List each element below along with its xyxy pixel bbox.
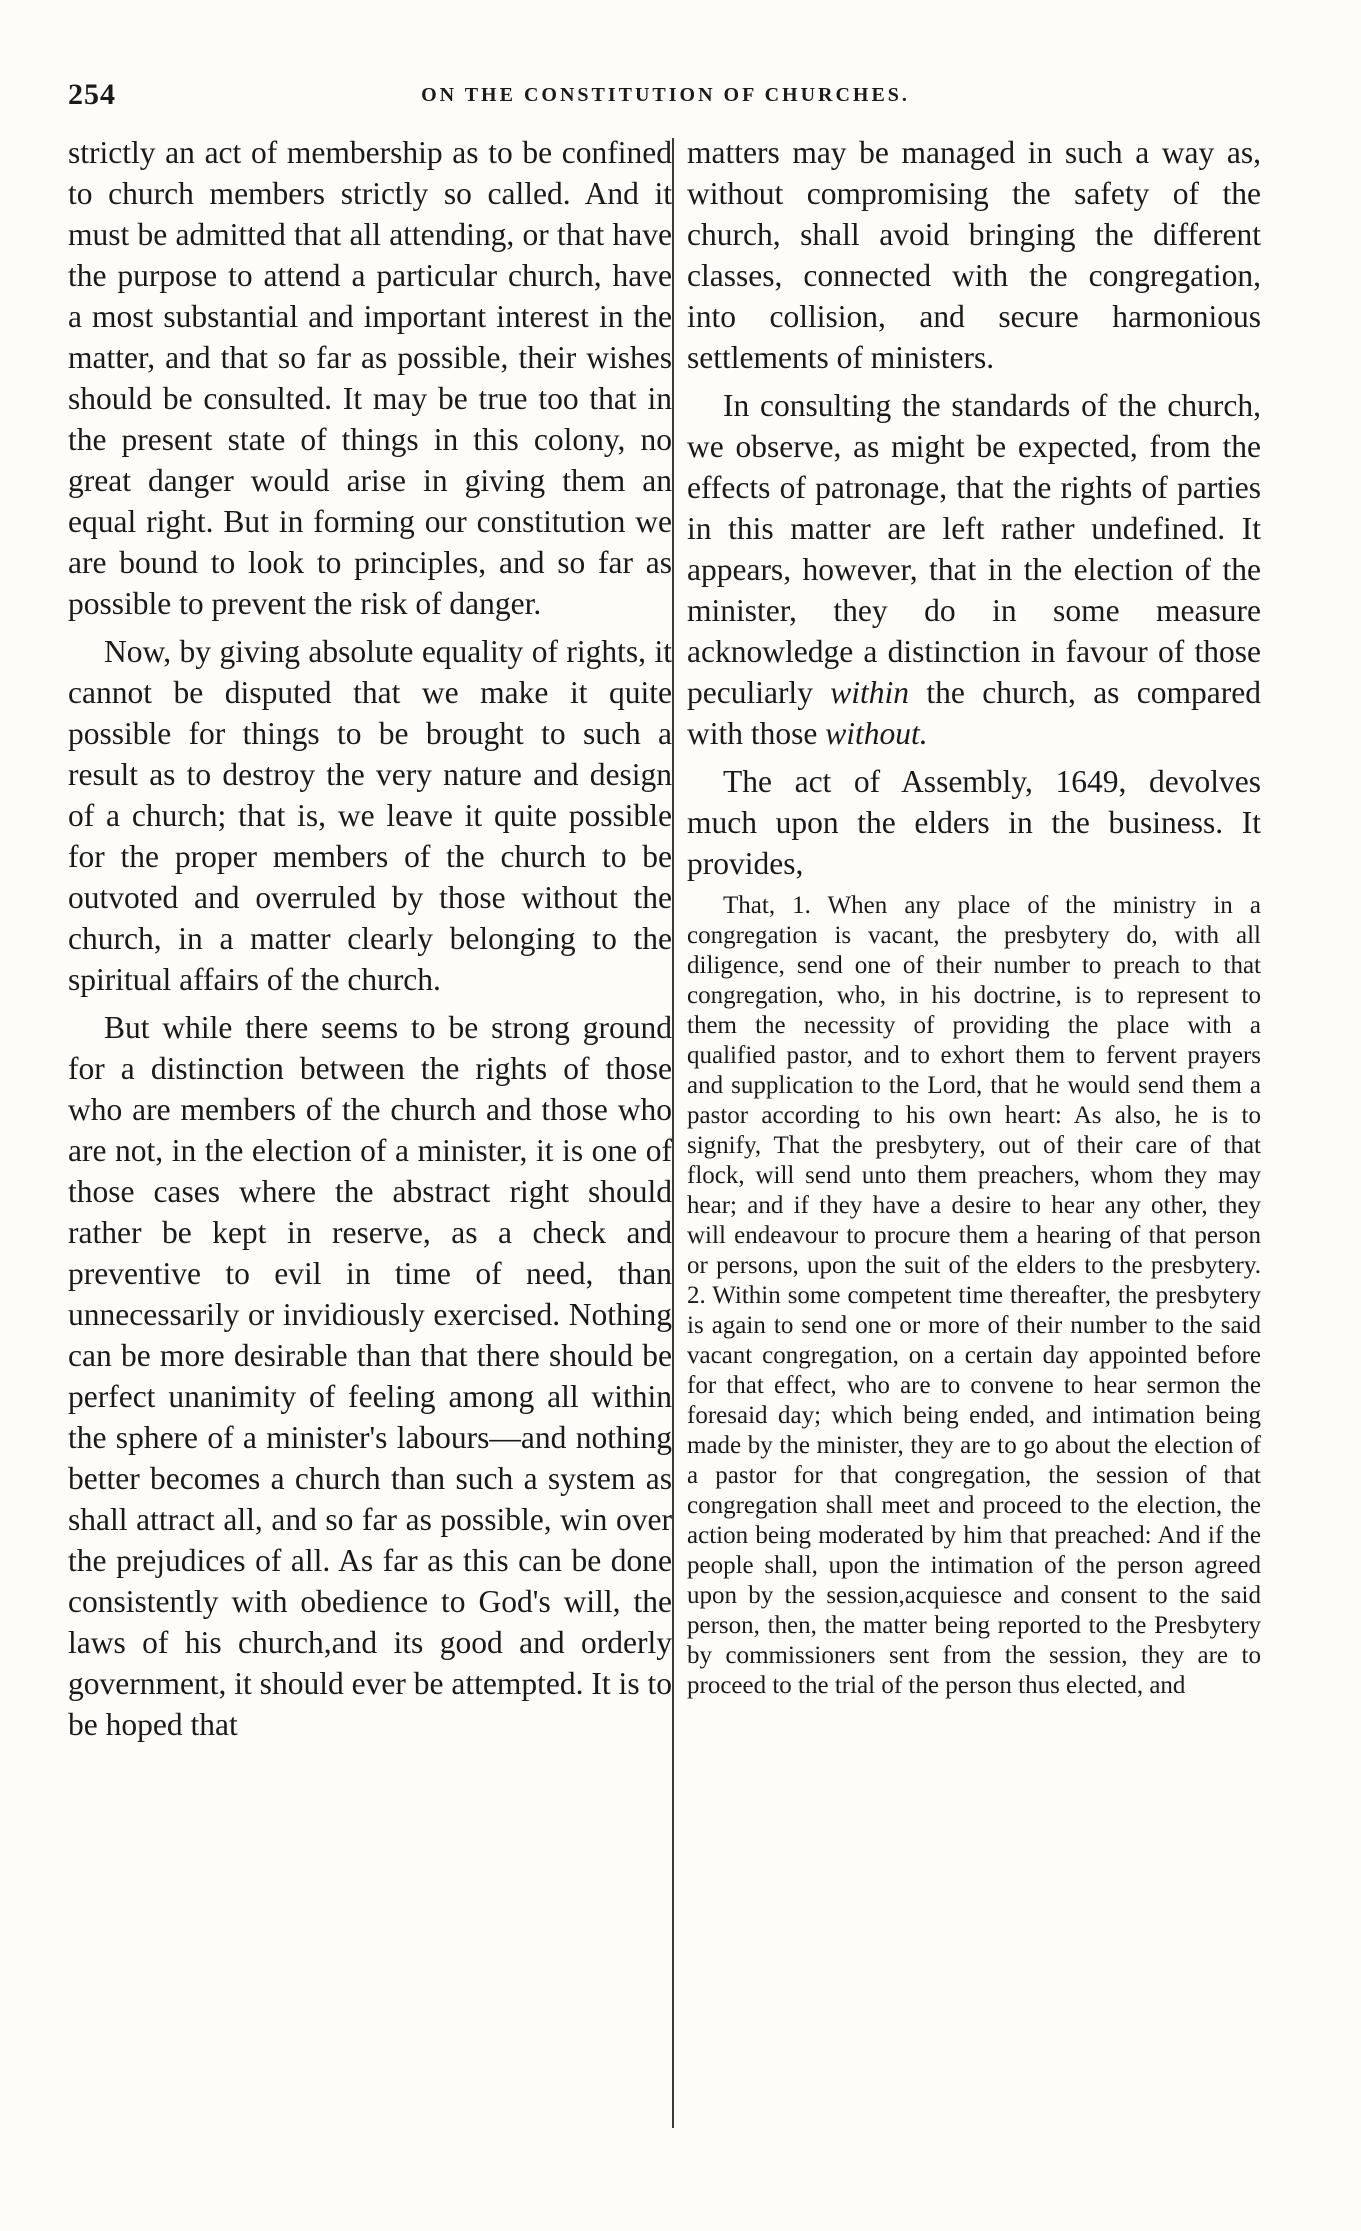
left-paragraph-1: strictly an act of membership as to be confined to church members strictly so called. And it must be admitted that all attending, or that have the purpose to attend a particular church, have a most substantial and important interest in the matter, and that so far as possible, their wishes should be consulted. It may be true too that in the present state of things in this colony, no great danger would arise in giving them an equal right. But in forming our constitution we are bound to look to principles, and so far as possible to prevent the risk of danger. <box>68 135 672 621</box>
right-paragraph-2 <box>687 385 1261 754</box>
column-divider <box>672 138 674 2128</box>
page-header <box>68 78 1263 118</box>
left-column <box>68 132 672 1752</box>
emphasis-within: within <box>830 675 910 710</box>
emphasis-without: without. <box>825 716 928 751</box>
page-number: 254 <box>68 78 116 111</box>
right-paragraph-3: The act of Assembly, 1649, devolves much upon the elders in the business. It provides, <box>687 764 1261 881</box>
right-paragraph-2-text-a: In consulting the standards of the church, we observe, as might be expected, from the effects of patronage, that the rights of parties in this matter are left rather undefined. It appears, however, that in the election of the minister, they do in some measure acknowledge a distinction in favour of those peculiarly <box>687 388 1261 710</box>
right-paragraph-1: matters may be managed in such a way as, without compromising the safety of the church, shall avoid bringing the different classes, connected with the congregation, into collision, and secure harmonious settlements of ministers. <box>687 135 1261 375</box>
right-paragraph-2-text-b: the church, as compared with those <box>687 675 1261 751</box>
left-paragraph-2: Now, by giving absolute equality of rights, it cannot be disputed that we make it quite possible for things to be brought to such a result as to destroy the very nature and design of a church; that is, we leave it quite possible for the proper members of the church to be outvoted and overruled by those without the church, in a matter clearly belonging to the spiritual affairs of the church. <box>68 634 672 997</box>
running-head: ON THE CONSTITUTION OF CHURCHES. <box>421 84 910 106</box>
right-column <box>687 132 1261 1708</box>
assembly-act-quotation: That, 1. When any place of the ministry in a congregation is vacant, the presbytery do, with all diligence, send one of their number to preach to that congregation, who, in his doctrine, is to represent to them the necessity of providing the place with a qualified pastor, and to exhort them to fervent prayers and supplication to the Lord, that he would send them a pastor according to his own heart: As also, he is to signify, That the presbytery, out of their care of that flock, will send unto them preachers, whom they may hear; and if they have a desire to hear any other, they will endeavour to procure them a hearing of that person or persons, upon the suit of the elders to the presbytery. 2. Within some competent time thereafter, the presbytery is again to send one or more of their number to the said vacant congregation, on a certain day appointed before for that effect, who are to convene to hear sermon the foresaid day; which being ended, and intimation being made by the minister, they are to go about the election of a pastor for that congregation, the session of that congregation shall meet and proceed to the election, the action being moderated by him that preached: And if the people shall, upon the intimation of the person agreed upon by the session,acquiesce and consent to the said person, then, the matter being reported to the Presbytery by commissioners sent from the session, they are to proceed to the trial of the person thus elected, and <box>687 892 1261 1699</box>
left-paragraph-3: But while there seems to be strong ground for a distinction between the rights of those who are members of the church and those who are not, in the election of a minister, it is one of those cases where the abstract right should rather be kept in reserve, as a check and preventive to evil in time of need, than unnecessarily or invidiously exercised. Nothing can be more desirable than that there should be perfect unanimity of feeling among all within the sphere of a minister's labours—and nothing better becomes a church than such a system as shall attract all, and so far as possible, win over the prejudices of all. As far as this can be done consistently with obedience to God's will, the laws of his church,and its good and orderly government, it should ever be attempted. It is to be hoped that <box>68 1010 672 1742</box>
